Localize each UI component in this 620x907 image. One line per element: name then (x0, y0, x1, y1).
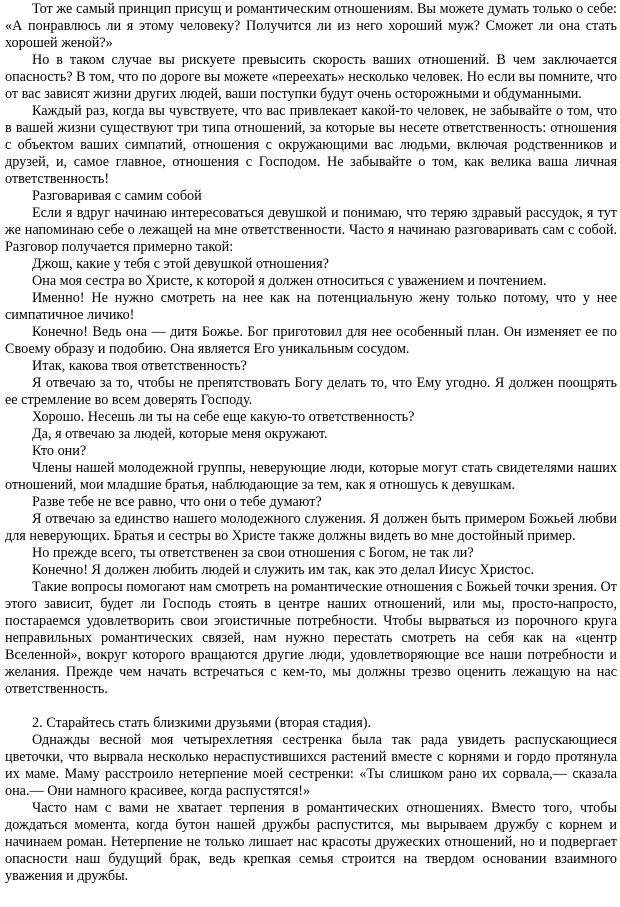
section-heading: 2. Старайтесь стать близкими друзьями (вторая стадия). (32, 715, 371, 731)
blank-line (5, 698, 617, 715)
paragraph: Часто нам с вами не хватает терпения в романтических отношениях. Вместо того, чтобы дождаться момента, когда бутон нашей дружбы распустится, мы вырываем дружбу с корнем и начинаем роман. Нетерпение не только лишает нас красоты дружеских отношений, но и подвергает опасности наш будущий брак, ведь крепкая семья строится на твердом основании взаимного уважения и дружбы. (5, 800, 617, 884)
paragraph: Такие вопросы помогают нам смотреть на романтические отношения с Божьей точки зрения. От этого зависит, будет ли Господь стоять в центре наших отношений, или мы, просто-напросто, постараемся удовлетворить свои эгоистичные потребности. Чтобы вырваться из порочного круга неправильных романтических связей, нам нужно перестать смотреть на себя как на «центр Вселенной», вокруг которого вращаются другие люди, удовлетворяющие все наши потребности и желания. Прежде чем начать встречаться с кем-то, мы должны трезво оценить лежащую на нас ответственность. (5, 579, 617, 697)
dialogue-line: Разве тебе не все равно, что они о тебе думают? (32, 494, 322, 510)
paragraph: Если я вдруг начинаю интересоваться девушкой и понимаю, что теряю здравый рассудок, я тут же напоминаю себе о лежащей на мне ответственности. Часто я начинаю разговаривать сам с собой. Разговор получается примерно такой: (5, 205, 617, 255)
dialogue-line: Да, я отвечаю за людей, которые меня окружают. (32, 426, 328, 442)
dialogue-line: Она моя сестра во Христе, к которой я должен относиться с уважением и почтением. (32, 273, 547, 289)
paragraph: Каждый раз, когда вы чувствуете, что вас привлекает какой-то человек, не забывайте о том, что в вашей жизни существуют три типа отношений, за которые вы несете ответственность: отношения с объектом ваших симпатий, отношения с окружающими вас людьми, включая родственников и друзей, и, самое главное, отношения с Господом. Не забывайте о том, как велика ваша личная ответственность! (5, 103, 617, 187)
dialogue-line: Джош, какие у тебя с этой девушкой отношения? (32, 256, 329, 272)
dialogue-line: Кто они? (32, 443, 87, 459)
dialogue-line: Именно! Не нужно смотреть на нее как на потенциальную жену только потому, что у нее симпатичное личико! (5, 290, 617, 323)
dialogue-line: Я отвечаю за то, чтобы не препятствовать Богу делать то, что Ему угодно. Я должен поощрять ее стремление во всем доверять Господу. (5, 375, 617, 408)
dialogue-line: Я отвечаю за единство нашего молодежного служения. Я должен быть примером Божьей любви для неверующих. Братья и сестры во Христе также должны видеть во мне достойный пример. (5, 511, 617, 544)
dialogue-line: Но прежде всего, ты ответственен за свои отношения с Богом, не так ли? (32, 545, 474, 561)
paragraph: Тот же самый принцип присущ и романтическим отношениям. Вы можете думать только о себе: «А понравлюсь ли я этому человеку? Получится ли из него хороший муж? Сможет ли она стать хорошей женой?» (5, 1, 617, 51)
dialogue-line: Конечно! Я должен любить людей и служить им так, как это делал Иисус Христос. (32, 562, 535, 578)
paragraph: Однажды весной моя четырехлетняя сестренка была так рада увидеть распускающиеся цветочки, что вырвала несколько нераспустившихся растений вместе с корнями и гордо протянула их маме. Маму расстроило нетерпение моей сестренки: «Ты слишком рано их сорвала,— сказала она.— Они намного красивее, когда распустятся!» (5, 732, 617, 799)
dialogue-line: Хорошо. Несешь ли ты на себе еще какую-то ответственность? (32, 409, 415, 425)
section-subheading: Разговаривая с самим собой (32, 188, 202, 204)
dialogue-line: Члены нашей молодежной группы, неверующие люди, которые могут стать свидетелями наших отношений, мои младшие братья, наблюдающие за тем, как я отношусь к девушкам. (5, 460, 617, 493)
dialogue-line: Итак, какова твоя ответственность? (32, 358, 247, 374)
dialogue-line: Конечно! Ведь она — дитя Божье. Бог приготовил для нее особенный план. Он изменяет ее по Своему образу и подобию. Она является Его уникальным сосудом. (5, 324, 617, 357)
paragraph: Но в таком случае вы рискуете превысить скорость ваших отношений. В чем заключается опасность? В том, что по дороге вы можете «переехать» несколько человек. Но если вы помните, что от вас зависят жизни других людей, ваши поступки будут очень осторожными и обдуманными. (5, 52, 617, 102)
